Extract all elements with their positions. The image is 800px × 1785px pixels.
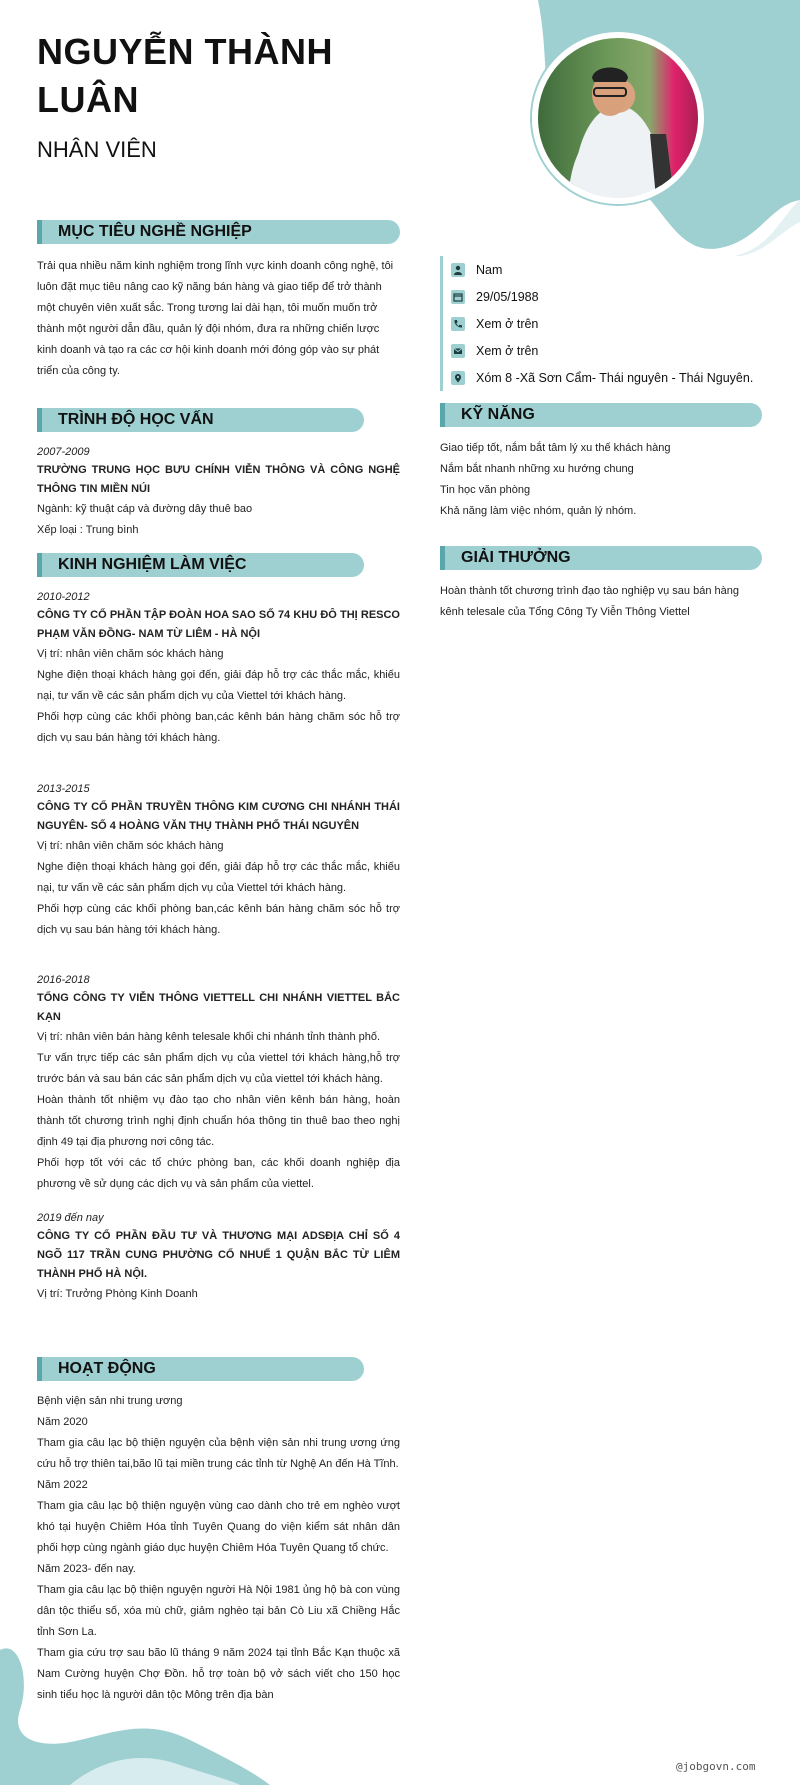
- person-icon: [451, 263, 465, 277]
- education-entry: [37, 443, 400, 541]
- info-phone-value: Xem ở trên: [476, 316, 539, 331]
- activities-heading-label: HOẠT ĐỘNG: [58, 1360, 156, 1377]
- activity-line: Năm 2023- đến nay.: [37, 1563, 136, 1575]
- job-period: 2013-2015: [37, 783, 90, 795]
- activity-line: Tham gia câu lạc bộ thiện nguyện người Hà Nội 1981 ủng hộ bà con vùng dân tộc thiểu số, xóa mù chữ, giảm nghèo tại bản Cò Liu xã Chiềng Hắc tỉnh Sơn La.: [37, 1584, 400, 1638]
- phone-icon: [451, 317, 465, 331]
- objective-line: triển của công ty.: [37, 365, 120, 377]
- info-address-value: Xóm 8 -Xã Sơn Cẩm- Thái nguyên - Thái Nguyên.: [476, 370, 754, 385]
- activity-line: Tham gia câu lạc bộ thiện nguyện của bệnh viện sản nhi trung ương ứng cứu hỗ trợ thiên tai,bão lũ tại miền trung các tỉnh từ Nghệ An đến Hà Tĩnh.: [37, 1437, 400, 1470]
- skills-list: [440, 438, 770, 522]
- candidate-name: NGUYỄN THÀNH LUÂN: [37, 31, 334, 120]
- job-detail: Phối hợp tốt với các tổ chức phòng ban, các khối doanh nghiệp địa phương về sử dụng các dịch vụ và sản phẩm của viettel.: [37, 1157, 400, 1190]
- objective-line: Trải qua nhiều năm kinh nghiệm trong lĩnh vực kinh doanh công nghệ, tôi: [37, 260, 394, 272]
- objective-heading: [37, 220, 400, 244]
- skills-heading-label: KỸ NĂNG: [461, 406, 535, 423]
- awards-text: [440, 581, 770, 623]
- job-detail: Hoàn thành tốt nhiệm vụ đào tạo cho nhân viên kênh bán hàng, hoàn thành tốt chương trình nghị định chuẩn hóa thông tin thuê bao theo nghị định 49 tại địa phương nơi công tác.: [37, 1094, 400, 1148]
- job-detail: Vị trí: Trưởng Phòng Kinh Doanh: [37, 1288, 198, 1300]
- info-gender-value: Nam: [476, 262, 503, 277]
- activities-heading: [37, 1357, 364, 1381]
- skills-heading: [440, 403, 762, 427]
- activity-line: Năm 2020: [37, 1416, 88, 1428]
- job-detail: Vị trí: nhân viên chăm sóc khách hàng: [37, 648, 224, 660]
- education-school: TRƯỜNG TRUNG HỌC BƯU CHÍNH VIỄN THÔNG VÀ CÔNG NGHỆ THÔNG TIN MIỀN NÚI: [37, 464, 400, 495]
- location-icon: [451, 371, 465, 385]
- job-period: 2016-2018: [37, 974, 90, 986]
- job-entry: [37, 1209, 400, 1305]
- awards-heading-label: GIẢI THƯỞNG: [461, 549, 571, 566]
- job-detail: Vị trí: nhân viên chăm sóc khách hàng: [37, 840, 224, 852]
- job-company: CÔNG TY CỔ PHẦN TẬP ĐOÀN HOA SAO SỐ 74 KHU ĐÔ THỊ RESCO PHẠM VĂN ĐỒNG- NAM TỪ LIÊM - HÀ NỘI: [37, 609, 400, 640]
- info-phone: [451, 310, 771, 337]
- info-birthdate-value: 29/05/1988: [476, 289, 539, 304]
- job-detail: Nghe điện thoại khách hàng gọi đến, giải đáp hỗ trợ các thắc mắc, khiếu nại, tư vấn về các sản phẩm dịch vụ của Viettel tới khách hàng.: [37, 861, 400, 894]
- experience-heading-label: KINH NGHIỆM LÀM VIỆC: [58, 556, 247, 573]
- experience-heading: [37, 553, 364, 577]
- skill-item: Khả năng làm việc nhóm, quản lý nhóm.: [440, 505, 637, 517]
- objective-heading-label: MỤC TIÊU NGHỀ NGHIỆP: [58, 223, 252, 240]
- info-email-value: Xem ở trên: [476, 343, 539, 358]
- objective-text: [37, 256, 400, 382]
- activity-line: Bệnh viện sản nhi trung ương: [37, 1395, 183, 1407]
- education-heading: [37, 408, 364, 432]
- profile-photo: [538, 38, 698, 198]
- activities-text: [37, 1391, 400, 1706]
- skill-item: Tin học văn phòng: [440, 484, 531, 496]
- job-detail: Vị trí: nhân viên bán hàng kênh telesale khối chi nhánh tỉnh thành phố.: [37, 1031, 381, 1043]
- footer-watermark: @jobgovn.com: [676, 1760, 756, 1773]
- job-detail: Tư vấn trực tiếp các sản phẩm dịch vụ của viettel tới khách hàng,hỗ trợ trước bán và sau bán các sản phẩm dịch vụ của viettel tới khách hàng.: [37, 1052, 400, 1085]
- objective-line: một chuyên viên xuất sắc. Trong tương lai dài hạn, tôi muốn muốn trở: [37, 302, 378, 314]
- email-icon: [451, 344, 465, 358]
- education-heading-label: TRÌNH ĐỘ HỌC VẤN: [58, 411, 214, 428]
- education-rank: Xếp loại : Trung bình: [37, 524, 139, 536]
- info-address: [451, 364, 771, 391]
- job-entry: [37, 588, 400, 749]
- award-line: kênh telesale của Tổng Công Ty Viễn Thông Viettel: [440, 606, 690, 618]
- education-major: Ngành: kỹ thuật cáp và đường dây thuê bao: [37, 503, 253, 515]
- avatar: [532, 32, 704, 204]
- education-period: 2007-2009: [37, 446, 90, 458]
- activity-line: Năm 2022: [37, 1479, 88, 1491]
- info-birthdate: [451, 283, 771, 310]
- award-line: Hoàn thành tốt chương trình đạo tào nghiệp vụ sau bán hàng: [440, 585, 739, 597]
- skill-item: Giao tiếp tốt, nắm bắt tâm lý xu thế khách hàng: [440, 442, 671, 454]
- job-entry: [37, 780, 400, 941]
- activity-line: Tham gia cứu trợ sau bão lũ tháng 9 năm 2024 tại tỉnh Bắc Kạn thuộc xã Nam Cường huyện Chợ Đồn. hỗ trợ toàn bộ vở sách viết cho 150 học sinh tiểu học là người dân tộc Mông trên địa bàn: [37, 1647, 400, 1701]
- job-detail: Phối hợp cùng các khối phòng ban,các kênh bán hàng chăm sóc hỗ trợ dịch vụ sau bán hàng tới khách hàng.: [37, 903, 400, 936]
- job-company: CÔNG TY CỔ PHẦN ĐẦU TƯ VÀ THƯƠNG MẠI ADSĐỊA CHỈ SỐ 4 NGÕ 117 TRẦN CUNG PHƯỜNG CỔ NHUẾ 1 QUẬN BẮC TỪ LIÊM THÀNH PHỐ HÀ NỘI.: [37, 1230, 400, 1280]
- activity-line: Tham gia câu lạc bộ thiện nguyện vùng cao dành cho trẻ em nghèo vượt khó tại huyện Chiêm Hóa tỉnh Tuyên Quang do viện kiểm sát nhân dân phối hợp cùng ngành giáo dục huyện Chiêm Hóa Tuyên Quang tổ chức.: [37, 1500, 400, 1554]
- calendar-icon: [451, 290, 465, 304]
- job-detail: Phối hợp cùng các khối phòng ban,các kênh bán hàng chăm sóc hỗ trợ dịch vụ sau bán hàng tới khách hàng.: [37, 711, 400, 744]
- objective-line: kinh doanh và tạo ra các cơ hội kinh doanh mới đóng góp vào sự phát: [37, 344, 380, 356]
- objective-line: thành một người dẫn đầu, quản lý đội nhóm, đưa ra những chiến lược: [37, 323, 380, 335]
- info-gender: [451, 256, 771, 283]
- skill-item: Nắm bắt nhanh những xu hướng chung: [440, 463, 634, 475]
- job-period: 2010-2012: [37, 591, 90, 603]
- awards-heading: [440, 546, 762, 570]
- job-entry: [37, 971, 400, 1195]
- job-period: 2019 đến nay: [37, 1212, 104, 1224]
- personal-info: [440, 256, 771, 391]
- objective-line: luôn đặt mục tiêu nâng cao kỹ năng bán hàng và giao tiếp để trở thành: [37, 281, 382, 293]
- job-company: CÔNG TY CỔ PHẦN TRUYỀN THÔNG KIM CƯƠNG CHI NHÁNH THÁI NGUYÊN- SỐ 4 HOÀNG VĂN THỤ THÀNH PHỐ THÁI NGUYÊN: [37, 801, 400, 832]
- job-detail: Nghe điện thoại khách hàng gọi đến, giải đáp hỗ trợ các thắc mắc, khiếu nại, tư vấn về các sản phẩm dịch vụ của Viettel tới khách hàng.: [37, 669, 400, 702]
- info-email: [451, 337, 771, 364]
- job-title: NHÂN VIÊN: [37, 137, 157, 162]
- job-company: TỔNG CÔNG TY VIỄN THÔNG VIETTELL CHI NHÁNH VIETTEL BẮC KẠN: [37, 992, 400, 1023]
